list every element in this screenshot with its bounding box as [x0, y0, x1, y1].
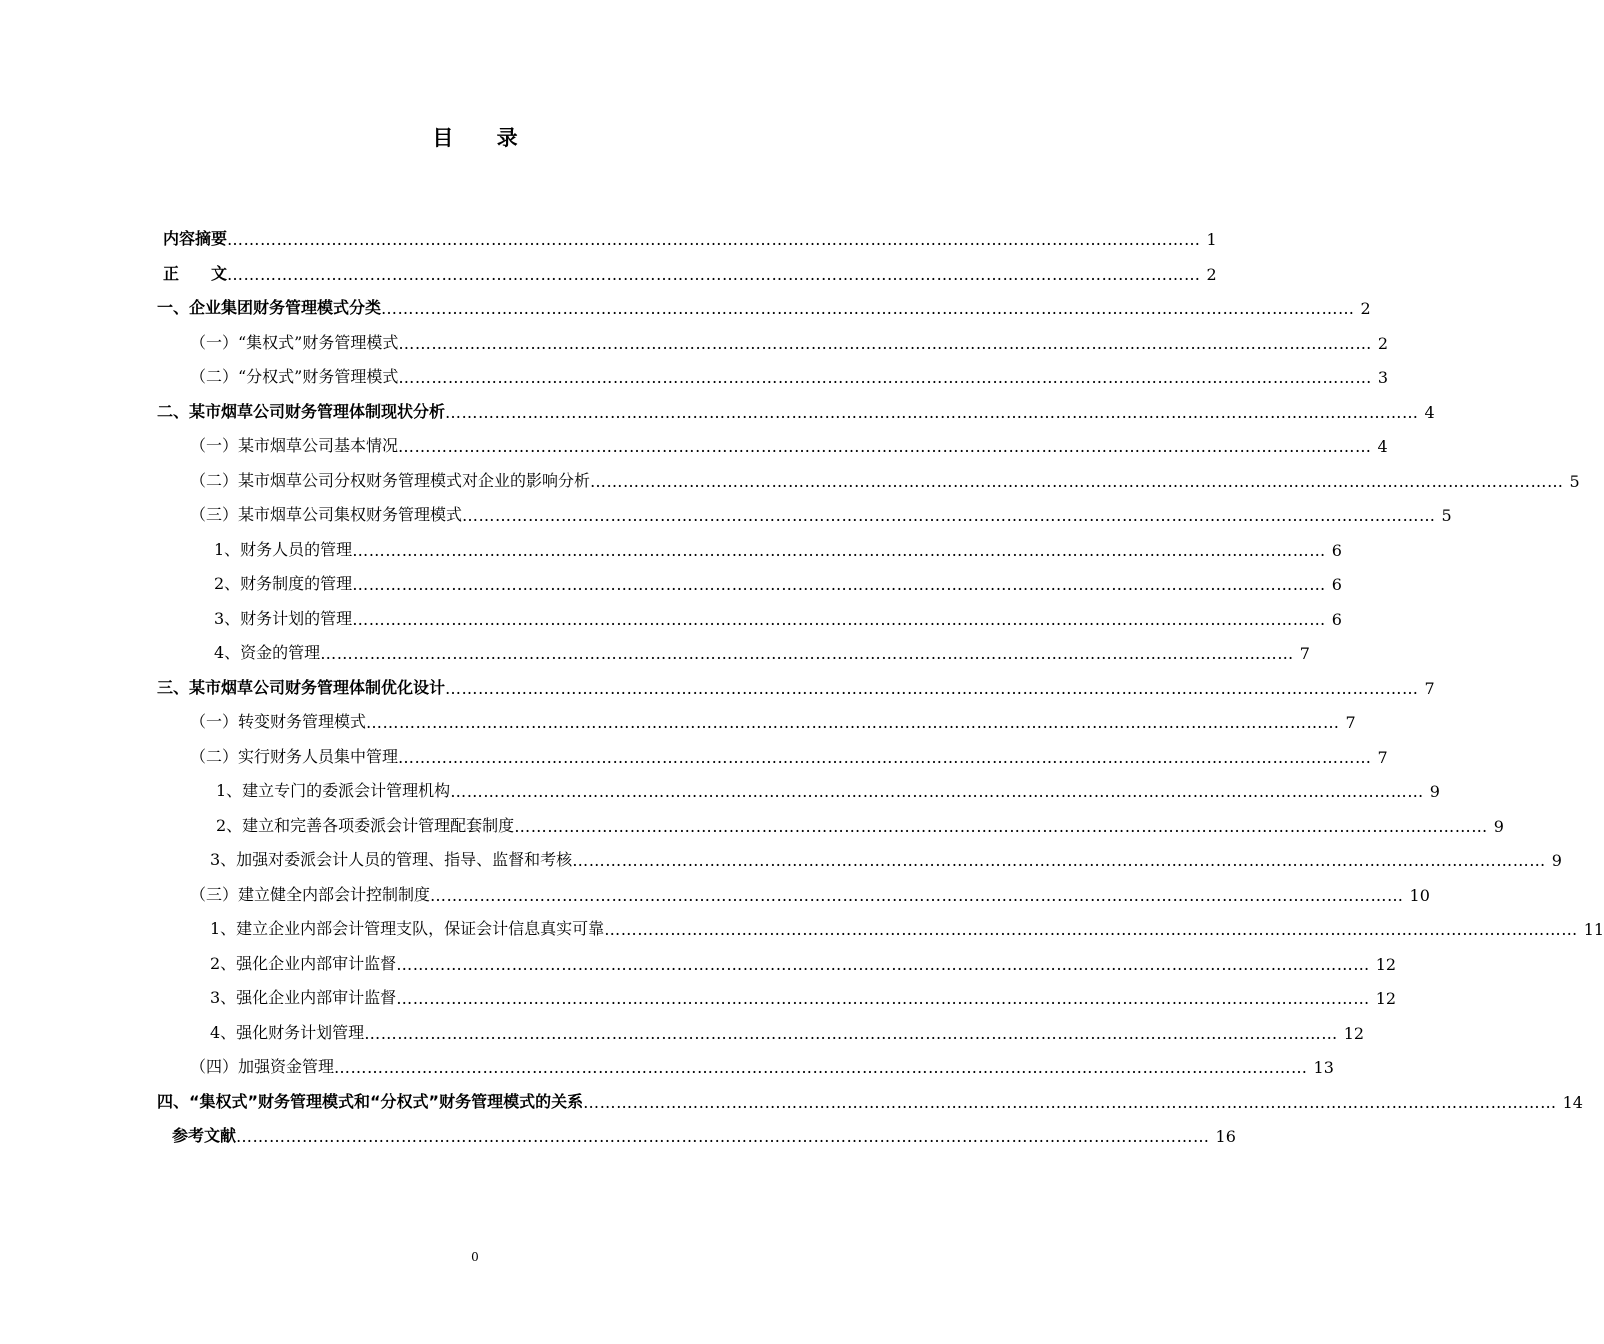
- toc-entry-label: （一）某市烟草公司基本情况: [190, 436, 399, 455]
- toc-entry-label: 参考文献: [172, 1126, 237, 1145]
- toc-entry[interactable]: [190, 428, 1388, 456]
- toc-dot-leader: ……………………………………………………………………………………………………………………………………………………………: [572, 851, 1546, 870]
- toc-entry-page: 4: [1424, 402, 1435, 422]
- toc-entry[interactable]: [190, 704, 1356, 732]
- toc-dot-leader: ……………………………………………………………………………………………………………………………………………………………: [366, 713, 1340, 732]
- toc-entry-label: 3、加强对委派会计人员的管理、指导、监督和考核: [210, 850, 573, 869]
- toc-dot-leader: ……………………………………………………………………………………………………………………………………………………………: [352, 575, 1326, 594]
- toc-entry-label: 4、资金的管理: [214, 643, 321, 662]
- toc-dot-leader: ……………………………………………………………………………………………………………………………………………………………: [320, 644, 1294, 663]
- toc-entry-label: 4、强化财务计划管理: [210, 1022, 365, 1042]
- toc-entry-label: （二）实行财务人员集中管理: [190, 746, 399, 766]
- toc-entry-label: 二、某市烟草公司财务管理体制现状分析: [157, 401, 446, 421]
- toc-entry-page: 10: [1409, 885, 1430, 905]
- toc-entry[interactable]: [190, 739, 1388, 767]
- toc-dot-leader: ……………………………………………………………………………………………………………………………………………………………: [364, 1023, 1338, 1043]
- toc-entry[interactable]: [214, 566, 1342, 594]
- toc-title: 目 录: [432, 126, 536, 150]
- toc-entry[interactable]: [157, 394, 1435, 422]
- toc-entry[interactable]: [210, 946, 1397, 974]
- toc-dot-leader: ……………………………………………………………………………………………………………………………………………………………: [398, 437, 1372, 456]
- toc-entry[interactable]: [190, 325, 1389, 353]
- toc-entry-label: 内容摘要: [163, 229, 228, 248]
- toc-entry-page: 6: [1331, 609, 1342, 629]
- toc-dot-leader: ……………………………………………………………………………………………………………………………………………………………: [334, 1058, 1308, 1077]
- toc-entry[interactable]: [172, 1118, 1236, 1146]
- toc-entry[interactable]: [214, 635, 1310, 663]
- toc-dot-leader: ……………………………………………………………………………………………………………………………………………………………: [396, 989, 1370, 1008]
- toc-entry-label: 3、强化企业内部审计监督: [210, 988, 397, 1007]
- toc-dot-leader: ……………………………………………………………………………………………………………………………………………………………: [236, 1127, 1210, 1146]
- toc-entry-label: 3、财务计划的管理: [214, 608, 353, 628]
- toc-entry[interactable]: [214, 601, 1342, 629]
- toc-entry[interactable]: [216, 773, 1440, 801]
- toc-entry-label: 2、财务制度的管理: [214, 574, 353, 593]
- toc-dot-leader: ……………………………………………………………………………………………………………………………………………………………: [590, 471, 1564, 491]
- toc-entry-page: 5: [1569, 471, 1580, 491]
- toc-entry-page: 9: [1551, 851, 1562, 870]
- toc-entry-label: （三）某市烟草公司集权财务管理模式: [190, 505, 463, 524]
- toc-entry-label: 1、建立企业内部会计管理支队，保证会计信息真实可靠: [210, 919, 605, 938]
- toc-entry-page: 11: [1583, 920, 1604, 939]
- toc-entry-page: 13: [1313, 1058, 1334, 1077]
- toc-entry-label: 一、企业集团财务管理模式分类: [157, 298, 382, 317]
- toc-entry[interactable]: [216, 808, 1504, 836]
- toc-entry-label: （三）建立健全内部会计控制制度: [190, 884, 431, 904]
- toc-entry-page: 16: [1215, 1127, 1236, 1146]
- toc-dot-leader: ……………………………………………………………………………………………………………………………………………………………: [445, 678, 1419, 698]
- toc-entry-label: 三、某市烟草公司财务管理体制优化设计: [157, 677, 446, 697]
- toc-dot-leader: ……………………………………………………………………………………………………………………………………………………………: [352, 540, 1326, 560]
- toc-entry-label: （一）“集权式”财务管理模式: [190, 332, 399, 352]
- page-number-footer: 0: [471, 1250, 479, 1264]
- toc-entry-label: 2、建立和完善各项委派会计管理配套制度: [216, 815, 515, 835]
- toc-entry-label: 四、“集权式”财务管理模式和“分权式”财务管理模式的关系: [157, 1091, 584, 1111]
- toc-dot-leader: ……………………………………………………………………………………………………………………………………………………………: [398, 368, 1372, 387]
- toc-entry[interactable]: [190, 1049, 1334, 1077]
- toc-dot-leader: ……………………………………………………………………………………………………………………………………………………………: [445, 402, 1419, 422]
- toc-entry-page: 12: [1375, 954, 1397, 974]
- toc-entry-label: （二）“分权式”财务管理模式: [190, 367, 399, 386]
- toc-entry-page: 7: [1424, 678, 1435, 698]
- toc-entry-page: 2: [1206, 264, 1217, 284]
- toc-entry-page: 9: [1429, 782, 1440, 801]
- toc-entry-label: 2、强化企业内部审计监督: [210, 953, 397, 973]
- toc-entry-page: 12: [1375, 989, 1397, 1008]
- toc-entry-label: 1、财务人员的管理: [214, 539, 353, 559]
- toc-entry-page: 2: [1377, 333, 1389, 353]
- toc-dot-leader: ……………………………………………………………………………………………………………………………………………………………: [352, 609, 1326, 629]
- toc-entry-label: （一）转变财务管理模式: [190, 712, 367, 731]
- toc-entry-page: 6: [1331, 575, 1342, 594]
- toc-dot-leader: ……………………………………………………………………………………………………………………………………………………………: [514, 816, 1488, 836]
- toc-entry[interactable]: [190, 877, 1430, 905]
- toc-dot-leader: ……………………………………………………………………………………………………………………………………………………………: [462, 506, 1436, 525]
- toc-dot-leader: ……………………………………………………………………………………………………………………………………………………………: [227, 264, 1201, 284]
- toc-dot-leader: ……………………………………………………………………………………………………………………………………………………………: [398, 333, 1372, 353]
- toc-entry-page: 12: [1343, 1023, 1365, 1043]
- toc-entry-label: 正 文: [163, 263, 228, 283]
- toc-entry-page: 7: [1377, 747, 1388, 767]
- toc-entry-page: 9: [1493, 816, 1504, 836]
- toc-dot-leader: ……………………………………………………………………………………………………………………………………………………………: [430, 885, 1404, 905]
- toc-entry[interactable]: [214, 532, 1342, 560]
- toc-dot-leader: ……………………………………………………………………………………………………………………………………………………………: [227, 230, 1201, 249]
- toc-entry-label: （四）加强资金管理: [190, 1057, 335, 1076]
- toc-dot-leader: ……………………………………………………………………………………………………………………………………………………………: [381, 299, 1355, 318]
- toc-entry-page: 5: [1441, 506, 1452, 525]
- toc-entry[interactable]: [210, 842, 1562, 870]
- toc-entry-page: 6: [1331, 540, 1342, 560]
- toc-dot-leader: ……………………………………………………………………………………………………………………………………………………………: [583, 1092, 1557, 1112]
- toc-entry[interactable]: [190, 497, 1452, 525]
- toc-entry[interactable]: [157, 670, 1435, 698]
- toc-entry-page: 3: [1377, 368, 1389, 387]
- toc-entry[interactable]: [210, 980, 1397, 1008]
- toc-dot-leader: ……………………………………………………………………………………………………………………………………………………………: [450, 782, 1424, 801]
- toc-entry[interactable]: [190, 463, 1580, 491]
- toc-entry-page: 14: [1562, 1092, 1583, 1112]
- toc-entry[interactable]: [157, 290, 1371, 318]
- toc-dot-leader: ……………………………………………………………………………………………………………………………………………………………: [398, 747, 1372, 767]
- toc-entry[interactable]: [157, 1084, 1583, 1112]
- toc-dot-leader: ……………………………………………………………………………………………………………………………………………………………: [604, 920, 1578, 939]
- toc-entry-page: 7: [1345, 713, 1356, 732]
- toc-entry[interactable]: [163, 221, 1217, 249]
- toc-dot-leader: ……………………………………………………………………………………………………………………………………………………………: [396, 954, 1370, 974]
- toc-entry-page: 7: [1299, 644, 1310, 663]
- toc-entry[interactable]: [190, 359, 1389, 387]
- toc-entry-page: 2: [1360, 299, 1371, 318]
- toc-entry-page: 1: [1206, 230, 1217, 249]
- toc-entry[interactable]: [163, 256, 1217, 284]
- toc-entry-page: 4: [1377, 437, 1388, 456]
- toc-entry-label: 1、建立专门的委派会计管理机构: [216, 781, 451, 800]
- toc-entry[interactable]: [210, 911, 1604, 939]
- toc-entry-label: （二）某市烟草公司分权财务管理模式对企业的影响分析: [190, 470, 591, 490]
- toc-entry[interactable]: [210, 1015, 1365, 1043]
